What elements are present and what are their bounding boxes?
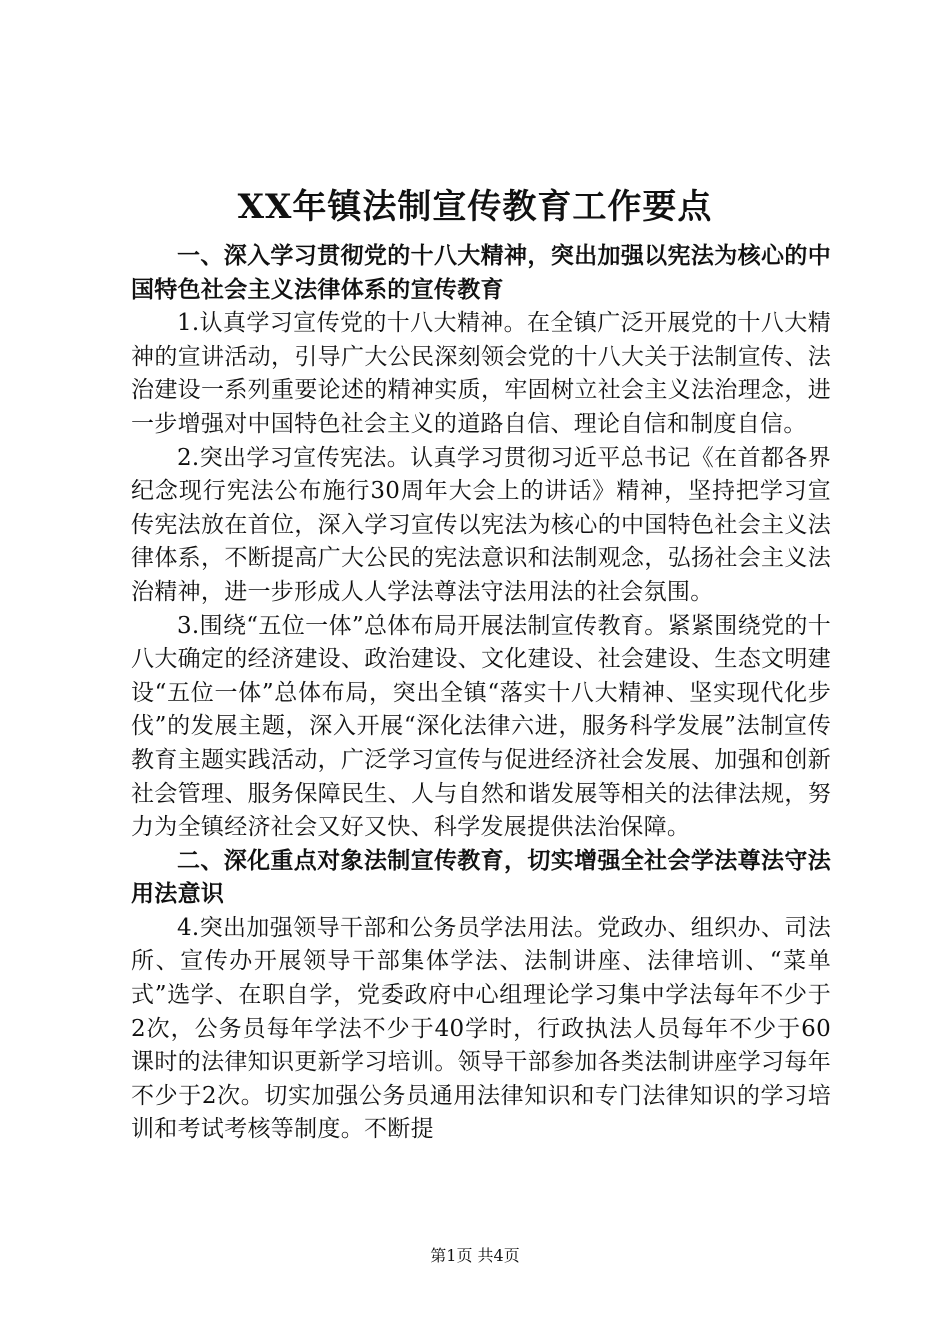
paragraph-item-2: 2.突出学习宣传宪法。认真学习贯彻习近平总书记《在首都各界纪念现行宪法公布施行30周年大会上的讲话》精神，坚持把学习宣传宪法放在首位，深入学习宣传以宪法为核心的中国特色社会主义法律体系，不断提高广大公民的宪法意识和法制观念，弘扬社会主义法治精神，进一步形成人人学法尊法守法用法的社会氛围。 [131,444,831,605]
paragraph-item-3: 3.围绕“五位一体”总体布局开展法制宣传教育。紧紧围绕党的十八大确定的经济建设、政治建设、文化建设、社会建设、生态文明建设“五位一体”总体布局，突出全镇“落实十八大精神、坚实现代化步伐”的发展主题，深入开展“深化法律六进，服务科学发展”法制宣传教育主题实践活动，广泛学习宣传与促进经济社会发展、加强和创新社会管理、服务保障民生、人与自然和谐发展等相关的法律法规，努力为全镇经济社会又好又快、科学发展提供法治保障。 [131,612,831,841]
page-footer: 第1页 共4页 [430,1246,520,1265]
section-heading-2: 二、深化重点对象法制宣传教育，切实增强全社会学法尊法守法用法意识 [131,847,831,908]
document-title: XX年镇法制宣传教育工作要点 [237,187,713,227]
paragraph-item-1: 1.认真学习宣传党的十八大精神。在全镇广泛开展党的十八大精神的宣讲活动，引导广大公民深刻领会党的十八大关于法制宣传、法治建设一系列重要论述的精神实质，牢固树立社会主义法治理念，进一步增强对中国特色社会主义的道路自信、理论自信和制度自信。 [131,310,831,437]
section-heading-1: 一、深入学习贯彻党的十八大精神，突出加强以宪法为核心的中国特色社会主义法律体系的宣传教育 [131,243,831,303]
paragraph-item-4: 4.突出加强领导干部和公务员学法用法。党政办、组织办、司法所、宣传办开展领导干部集体学法、法制讲座、法律培训、“菜单式”选学、在职自学，党委政府中心组理论学习集中学法每年不少于2次，公务员每年学法不少于40学时，行政执法人员每年不少于60课时的法律知识更新学习培训。领导干部参加各类法制讲座学习每年不少于2次。切实加强公务员通用法律知识和专门法律知识的学习培训和考试考核等制度。不断提 [131,914,831,1143]
document-body [131,240,831,1147]
